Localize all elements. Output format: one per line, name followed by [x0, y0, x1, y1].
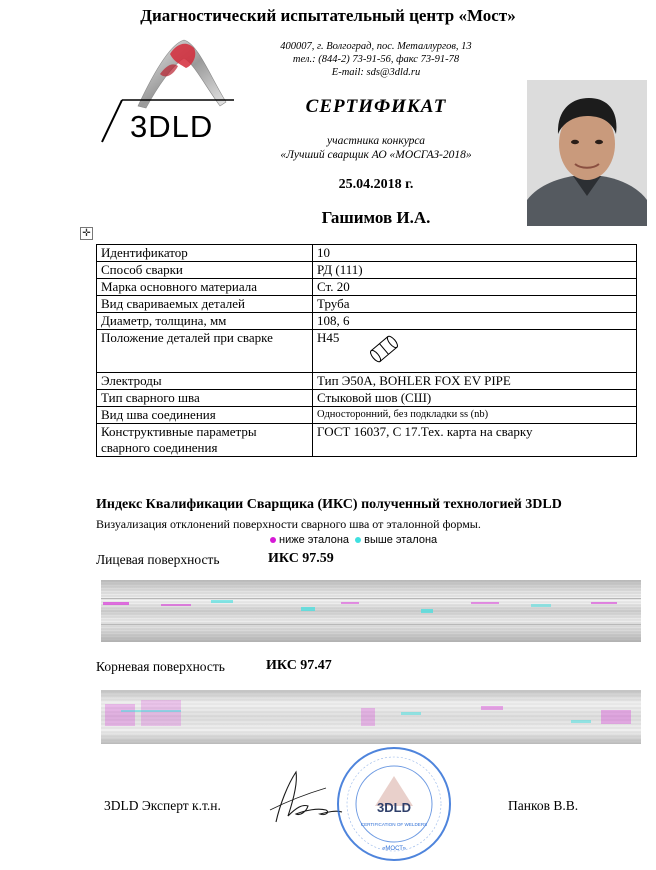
certificate-date: 25.04.2018 г.: [338, 177, 414, 192]
face-surface-label: Лицевая поверхность: [96, 552, 220, 567]
table-value: 10: [313, 245, 637, 262]
table-row: [97, 330, 637, 373]
table-row: [97, 245, 637, 262]
expert-signature: [266, 764, 344, 828]
table-row: [97, 279, 637, 296]
root-surface-score: ИКС 97.47: [266, 658, 332, 673]
table-key: Тип сварного шва: [97, 390, 313, 407]
stamp-sub-text: CERTIFICATION OF WELDERS: [360, 822, 428, 827]
table-value-cell: [313, 330, 637, 373]
table-value: Односторонний, без подкладки ss (nb): [313, 407, 637, 424]
table-key: Марка основного материала: [97, 279, 313, 296]
subtitle-line: «Лучший сварщик АО «МОСГАЗ-2018»: [280, 149, 472, 161]
table-row: [97, 373, 637, 390]
table-key: Электроды: [97, 373, 313, 390]
table-value: Н45: [317, 330, 340, 345]
table-key: Положение деталей при сварке: [97, 330, 313, 373]
table-row: [97, 313, 637, 330]
table-row: [97, 390, 637, 407]
subtitle-line: участника конкурса: [327, 135, 425, 147]
welder-photo: [527, 80, 647, 226]
stamp-bottom-text: «МОСТ»: [382, 846, 406, 852]
table-value: Тип Э50А, BOHLER FOX EV PIPE: [313, 373, 637, 390]
table-key: Идентификатор: [97, 245, 313, 262]
root-weld-image: [101, 690, 641, 744]
table-row: [97, 407, 637, 424]
address-line: 400007, г. Волгоград, пос. Металлургов, 13: [280, 41, 472, 52]
pipe-position-icon: [365, 334, 403, 364]
svg-text:3DLD: 3DLD: [130, 109, 214, 144]
welder-name: Гашимов И.А.: [321, 208, 431, 227]
legend: [270, 534, 437, 546]
face-weld-image: [101, 580, 641, 642]
index-subtitle: Визуализация отклонений поверхности сварного шва от эталонной формы.: [96, 517, 481, 531]
certificate-subtitle: [236, 134, 516, 162]
email-line: E-mail: sds@3dld.ru: [331, 67, 421, 78]
above-dot: [355, 537, 361, 543]
face-surface-score: ИКС 97.59: [268, 551, 334, 566]
table-row: [97, 296, 637, 313]
phone-line: тел.: (844-2) 73-91-56, факс 73-91-78: [292, 54, 460, 65]
table-key: Способ сварки: [97, 262, 313, 279]
center-title: Диагностический испытательный центр «Мост»: [140, 6, 516, 25]
expert-label: 3DLD Эксперт к.т.н.: [104, 798, 221, 813]
table-value: Труба: [313, 296, 637, 313]
table-value: Ст. 20: [313, 279, 637, 296]
table-value: РД (111): [313, 262, 637, 279]
table-key: Диаметр, толщина, мм: [97, 313, 313, 330]
3dld-logo: [100, 36, 238, 144]
table-value: ГОСТ 16037, С 17.Тех. карта на сварку: [313, 424, 637, 457]
certificate-title: СЕРТИФИКАТ: [305, 96, 447, 117]
signer-name: Панков В.В.: [508, 798, 579, 813]
table-key: Вид шва соединения: [97, 407, 313, 424]
table-move-handle[interactable]: ✛: [80, 227, 93, 240]
below-dot: [270, 537, 276, 543]
table-value: 108, 6: [313, 313, 637, 330]
table-row: [97, 262, 637, 279]
spec-table: [96, 244, 637, 457]
table-row: [97, 424, 637, 457]
table-key: Конструктивные параметры сварного соединения: [97, 424, 313, 457]
table-key: Вид свариваемых деталей: [97, 296, 313, 313]
organization-stamp: [335, 746, 453, 862]
legend-below: ниже эталона: [279, 534, 350, 546]
root-surface-label: Корневая поверхность: [96, 659, 225, 674]
index-title: Индекс Квалификации Сварщика (ИКС) полученный технологией 3DLD: [96, 497, 562, 512]
stamp-center-text: 3DLD: [377, 800, 411, 815]
legend-above: выше эталона: [364, 534, 438, 546]
address-block: [236, 40, 516, 79]
table-value: Стыковой шов (СШ): [313, 390, 637, 407]
